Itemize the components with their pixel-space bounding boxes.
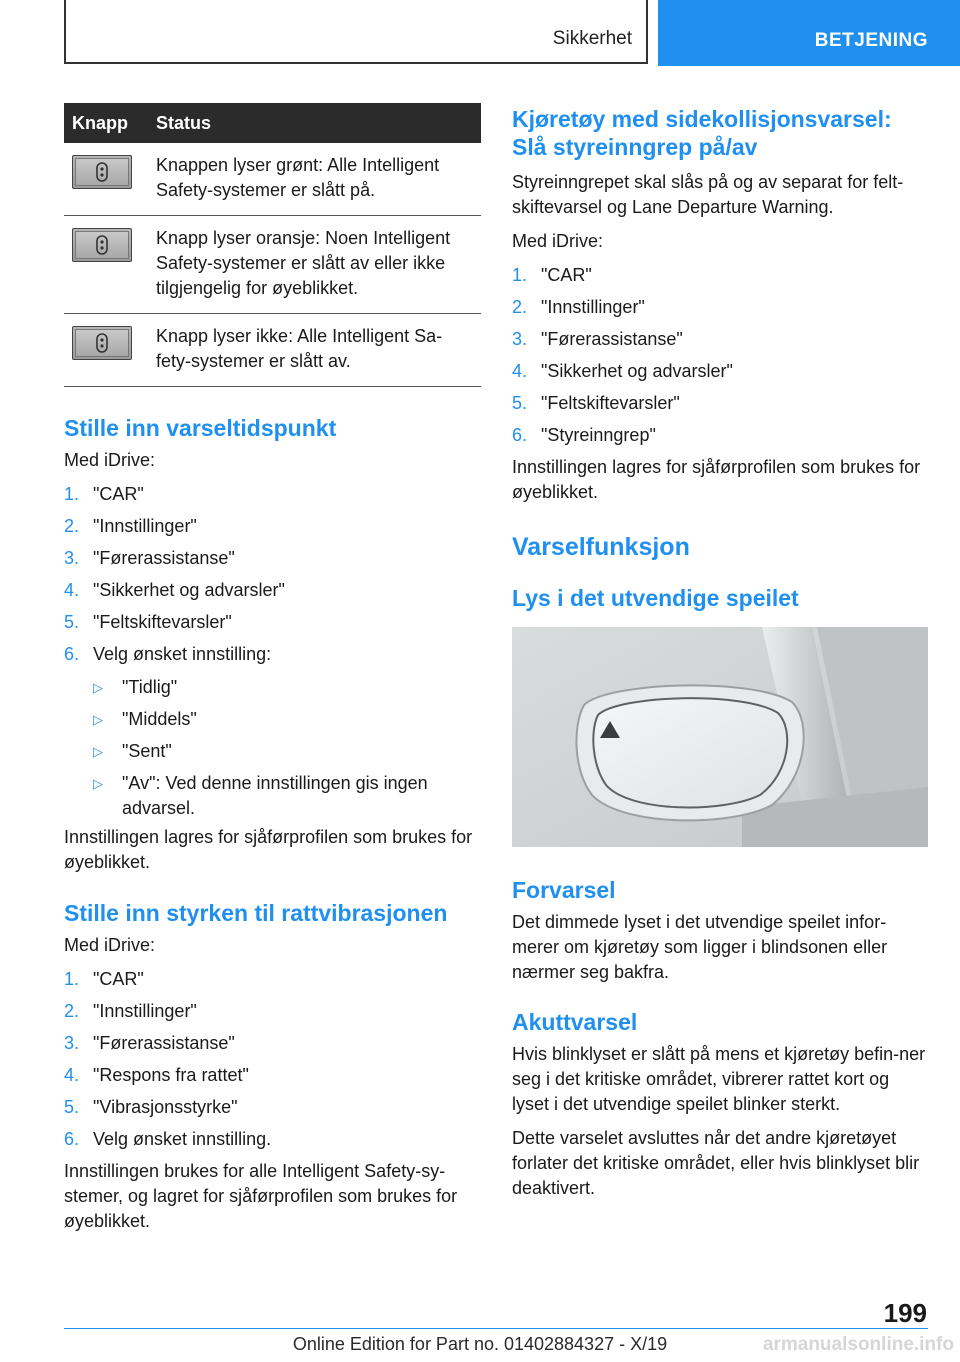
table-row — [64, 143, 481, 216]
list-item: 4. "Sikkerhet og advarsler" — [512, 361, 733, 381]
option-item: ▷ "Av": Ved denne innstillingen gis ingen advarsel. — [93, 773, 428, 818]
warning-time-steps — [64, 482, 481, 821]
vibration-outro: Innstillingen brukes for alle Intelligent Safety-sy-stemer, og lagret for sjåførprofilen som brukes for øyeblikket. — [64, 1161, 458, 1231]
list-item: 4. "Respons fra rattet" — [64, 1065, 249, 1085]
list-item: 3. "Førerassistanse" — [64, 1033, 235, 1053]
triangle-bullet-icon: ▷ — [93, 776, 103, 791]
list-item: 2. "Innstillinger" — [512, 297, 645, 317]
triangle-bullet-icon: ▷ — [93, 712, 103, 727]
table-row — [64, 314, 481, 387]
vibration-steps — [64, 967, 481, 1152]
pre-warning-body: Det dimmede lyset i det utvendige speilet infor-merer om kjøretøy som ligger i blindsonen eller nærmer seg bakfra. — [512, 912, 888, 982]
option-item: ▷ "Middels" — [93, 707, 481, 732]
page-number: 199 — [883, 1298, 927, 1328]
vibration-intro: Med iDrive: — [64, 935, 156, 955]
warning-time-intro: Med iDrive: — [64, 450, 156, 470]
footer-divider — [64, 1328, 928, 1329]
header-section-title: Sikkerhet — [552, 28, 632, 49]
assist-button-icon — [72, 326, 132, 360]
side-collision-outro: Innstillingen lagres for sjåførprofilen som brukes for øyeblikket. — [512, 457, 921, 502]
list-item: 1. "CAR" — [512, 265, 592, 285]
pre-warning-heading: Forvarsel — [512, 877, 616, 903]
warning-time-options — [93, 675, 481, 821]
list-item: 5. "Feltskiftevarsler" — [64, 612, 232, 632]
vibration-heading: Stille inn styrken til rattvibrasjonen — [64, 900, 448, 926]
table-row — [64, 216, 481, 314]
assist-button-icon — [72, 228, 132, 262]
header-chapter-title: BETJENING — [814, 30, 928, 51]
list-item: 6. Velg ønsket innstilling. — [64, 1129, 272, 1149]
page-header — [0, 0, 960, 66]
triangle-bullet-icon: ▷ — [93, 680, 103, 695]
table-cell-status: Knappen lyser grønt: Alle Intelligent Safety-systemer er slått på. — [148, 143, 481, 216]
table-cell-status: Knapp lyser oransje: Noen Intelligent Safety-systemer er slått av eller ikke tilgjengelig for øyeblikket. — [148, 216, 481, 314]
header-section-box — [64, 0, 648, 64]
list-item: 2. "Innstillinger" — [64, 516, 197, 536]
warning-time-heading: Stille inn varseltidspunkt — [64, 415, 337, 441]
list-item: 5. "Vibrasjonsstyrke" — [64, 1097, 238, 1117]
acute-warning-body-2: Dette varselet avsluttes når det andre kjøretøyet forlater det kritiske området, eller hvis blinklyset blir deaktivert. — [512, 1128, 920, 1198]
button-status-table — [64, 103, 481, 387]
column-header-button: Knapp — [64, 103, 148, 143]
footer-edition: Online Edition for Part no. 01402884327 - X/19 — [292, 1334, 668, 1354]
table-cell-icon — [64, 314, 148, 387]
mirror-light-heading: Lys i det utvendige speilet — [512, 585, 799, 611]
table-header-row — [64, 103, 481, 143]
assist-button-icon — [72, 155, 132, 189]
left-column — [64, 103, 481, 1234]
triangle-bullet-icon: ▷ — [93, 744, 103, 759]
column-header-status: Status — [148, 103, 481, 143]
right-column — [512, 103, 928, 1201]
list-item: 3. "Førerassistanse" — [64, 548, 235, 568]
table-cell-icon — [64, 143, 148, 216]
option-item: ▷ "Sent" — [93, 739, 481, 764]
header-chapter-box — [658, 0, 960, 66]
list-item: 3. "Førerassistanse" — [512, 329, 683, 349]
watermark: armanualsonline.info — [762, 1334, 954, 1355]
warning-time-outro: Innstillingen lagres for sjåførprofilen som brukes for øyeblikket. — [64, 827, 473, 872]
list-item: 1. "CAR" — [64, 969, 144, 989]
list-item: 6. Velg ønsket innstilling: ▷ "Tidlig" ▷ "Middels" ▷ "Sent" ▷ "Av": Ved denne innstillingen gis ingen advarsel. — [64, 642, 481, 821]
list-item: 2. "Innstillinger" — [64, 1001, 197, 1021]
side-collision-heading: Kjøretøy med sidekollisjonsvarsel: Slå styreinngrep på/av — [512, 106, 892, 160]
acute-warning-heading: Akuttvarsel — [512, 1009, 638, 1035]
side-collision-steps — [512, 263, 928, 448]
list-item: 5. "Feltskiftevarsler" — [512, 393, 680, 413]
table-cell-icon — [64, 216, 148, 314]
acute-warning-body-1: Hvis blinklyset er slått på mens et kjøretøy befin-ner seg i det kritiske området, vibrerer rattet kort og lyset i det utvendige speilet blinker sterkt. — [512, 1044, 926, 1114]
side-collision-intro: Med iDrive: — [512, 231, 604, 251]
list-item: 1. "CAR" — [64, 484, 144, 504]
option-item: ▷ "Tidlig" — [93, 675, 481, 700]
table-cell-status: Knapp lyser ikke: Alle Intelligent Sa-fety-systemer er slått av. — [148, 314, 481, 387]
warning-function-heading: Varselfunksjon — [512, 533, 690, 561]
list-item: 4. "Sikkerhet og advarsler" — [64, 580, 285, 600]
side-mirror-illustration — [512, 627, 928, 847]
list-item: 6. "Styreinngrep" — [512, 425, 656, 445]
side-collision-body: Styreinngrepet skal slås på og av separat for felt-skiftevarsel og Lane Departure Warning. — [512, 172, 904, 217]
